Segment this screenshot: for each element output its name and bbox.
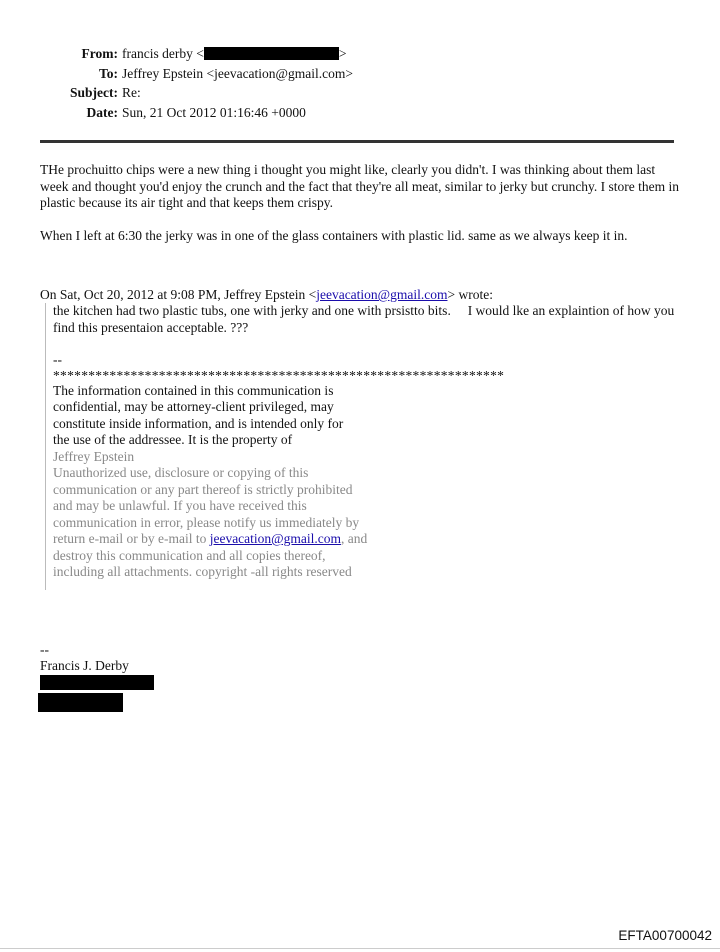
quoted-text: the kitchen had two plastic tubs, one with jerky and one with prsistto bits. I would lke an explaintion of how you find this presentaion acceptable. ??? (53, 303, 678, 335)
disclaimer-line: destroy this communication and all copies thereof, (53, 547, 326, 563)
redaction-box (38, 693, 123, 712)
from-label: From: (81, 46, 118, 61)
signature-dash: -- (53, 352, 62, 367)
header-divider (40, 140, 674, 143)
disclaimer-line: confidential, may be attorney-client privileged, may (53, 399, 334, 414)
disclaimer-line (53, 531, 693, 548)
page-bottom-border (0, 948, 720, 949)
attribution-prefix: On Sat, Oct 20, 2012 at 9:08 PM, Jeffrey Epstein < (40, 287, 317, 302)
date-label: Date: (86, 104, 118, 120)
disclaimer-line: communication in error, please notify us immediately by (53, 514, 360, 530)
return-prefix: return e-mail or by e-mail to (53, 531, 210, 546)
quoted-message (45, 303, 693, 590)
subject-label: Subject: (70, 85, 118, 100)
email-header (40, 44, 353, 122)
disclaimer-line: the use of the addressee. It is the property of (53, 432, 293, 447)
star-divider: **************************************************************** (53, 367, 505, 383)
from-close: > (338, 46, 347, 61)
redaction-box (204, 47, 339, 60)
disclaimer-email-link[interactable]: jeevacation@gmail.com (209, 531, 341, 546)
date-row (40, 103, 353, 123)
disclaimer-line: and may be unlawful. If you have received this (53, 498, 307, 513)
to-label: To: (98, 65, 118, 81)
disclaimer-line: constitute inside information, and is intended only for (53, 415, 344, 431)
from-name: francis derby < (122, 46, 204, 61)
body-paragraph: When I left at 6:30 the jerky was in one of the glass containers with plastic lid. same as we always keep it in. (40, 227, 628, 243)
sender-email-link[interactable]: jeevacation@gmail.com (316, 287, 448, 302)
signature-dash: -- (40, 642, 49, 657)
disclaimer-line: Jeffrey Epstein (53, 448, 135, 464)
attribution-suffix: > wrote: (447, 287, 493, 302)
return-suffix: , and (340, 531, 368, 546)
to-row (40, 64, 353, 84)
document-id: EFTA00700042 (618, 928, 712, 943)
signature-block (40, 642, 154, 712)
from-value (122, 44, 346, 64)
message-body (40, 162, 680, 260)
body-paragraph: THe prochuitto chips were a new thing i thought you might like, clearly you didn't. I was thinking about them last week and thought you'd enjoy the crunch and the fact that they're all meat, similar to jerky but crunchy. I store them in plastic because its air tight and that keeps them crispy. (40, 162, 680, 210)
date-value: Sun, 21 Oct 2012 01:16:46 +0000 (122, 104, 306, 120)
subject-value: Re: (122, 85, 141, 100)
disclaimer-line: The information contained in this communication is (53, 382, 334, 398)
disclaimer-line: Unauthorized use, disclosure or copying of this (53, 465, 309, 480)
from-row (40, 44, 353, 64)
to-value: Jeffrey Epstein <jeevacation@gmail.com> (122, 65, 353, 81)
signature-name: Francis J. Derby (40, 658, 129, 673)
quote-attribution (40, 287, 690, 304)
disclaimer-line: communication or any part thereof is strictly prohibited (53, 481, 353, 497)
subject-row (40, 83, 353, 103)
redaction-box (40, 675, 154, 690)
spacer (53, 336, 693, 352)
disclaimer-line: including all attachments. copyright -all rights reserved (53, 564, 352, 579)
